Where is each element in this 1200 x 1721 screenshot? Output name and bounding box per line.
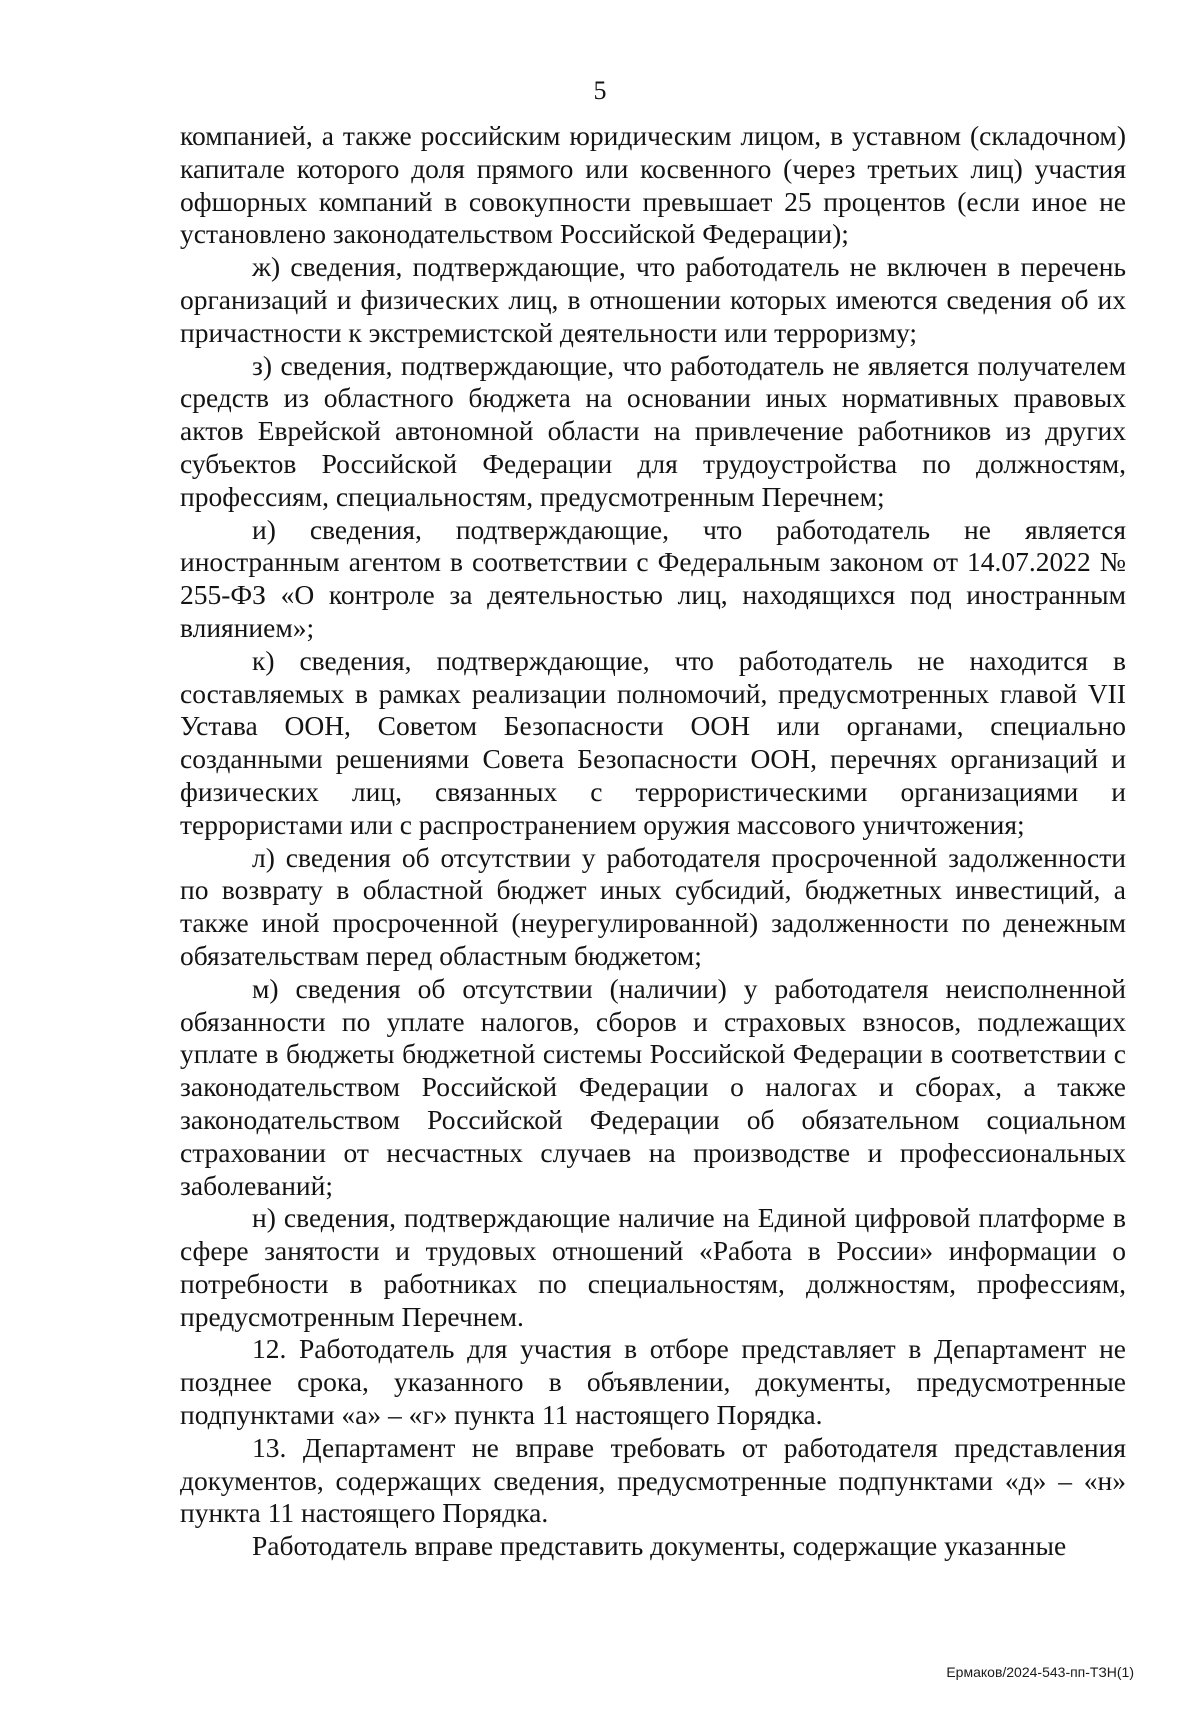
paragraph-item-l: л) сведения об отсутствии у работодателя просроченной задолженности по возврату в областной бюджет иных субсидий, бюджетных инвестиций, а также иной просроченной (неурегулированной) задолженности по денежным обязательствам перед областным бюджетом; (180, 841, 1126, 971)
paragraph-item-k: к) сведения, подтверждающие, что работодатель не находится в составляемых в рамках реализации полномочий, предусмотренных главой VII Устава ООН, Советом Безопасности ООН или органами, специально созданными решениями Совета Безопасности ООН, перечнях организаций и физических лиц, связанных с террористическими организациями и террористами или с распространением оружия массового уничтожения; (180, 644, 1126, 840)
page-number: 5 (593, 76, 607, 105)
paragraph-continuation: компанией, а также российским юридическим лицом, в уставном (складочном) капитале которого доля прямого или косвенного (через третьих лиц) участия офшорных компаний в совокупности превышает 25 процентов (если иное не установлено законодательством Российской Федерации); (180, 120, 1126, 250)
footer-document-code: Ермаков/2024-543-пп-ТЗН(1) (946, 1664, 1134, 1680)
document-body (180, 120, 1126, 1563)
paragraph-item-z: з) сведения, подтверждающие, что работодатель не является получателем средств из областного бюджета на основании иных нормативных правовых актов Еврейской автономной области на привлечение работников из других субъектов Российской Федерации для трудоустройства по должностям, профессиям, специальностям, предусмотренным Перечнем; (180, 349, 1126, 512)
paragraph-item-n: н) сведения, подтверждающие наличие на Единой цифровой платформе в сфере занятости и трудовых отношений «Работа в России» информации о потребности в работниках по специальностям, должностям, профессиям, предусмотренным Перечнем. (180, 1202, 1126, 1332)
paragraph-item-i: и) сведения, подтверждающие, что работодатель не является иностранным агентом в соответствии с Федеральным законом от 14.07.2022 № 255-ФЗ «О контроле за деятельностью лиц, находящихся под иностранным влиянием»; (180, 513, 1126, 643)
paragraph-clause-12: 12. Работодатель для участия в отборе представляет в Департамент не позднее срока, указанного в объявлении, документы, предусмотренные подпунктами «а» – «г» пункта 11 настоящего Порядка. (180, 1333, 1126, 1431)
paragraph-clause-13: 13. Департамент не вправе требовать от работодателя представления документов, содержащих сведения, предусмотренные подпунктами «д» – «н» пункта 11 настоящего Порядка. (180, 1431, 1126, 1529)
paragraph-item-m: м) сведения об отсутствии (наличии) у работодателя неисполненной обязанности по уплате налогов, сборов и страховых взносов, подлежащих уплате в бюджеты бюджетной системы Российской Федерации в соответствии с законодательством Российской Федерации о налогах и сборах, а также законодательством Российской Федерации об обязательном социальном страховании от несчастных случаев на производстве и профессиональных заболеваний; (180, 972, 1126, 1201)
paragraph-clause-13-continued: Работодатель вправе представить документы, содержащие указанные (252, 1530, 1067, 1562)
paragraph-item-zh: ж) сведения, подтверждающие, что работодатель не включен в перечень организаций и физических лиц, в отношении которых имеются сведения об их причастности к экстремистской деятельности или терроризму; (180, 251, 1126, 348)
